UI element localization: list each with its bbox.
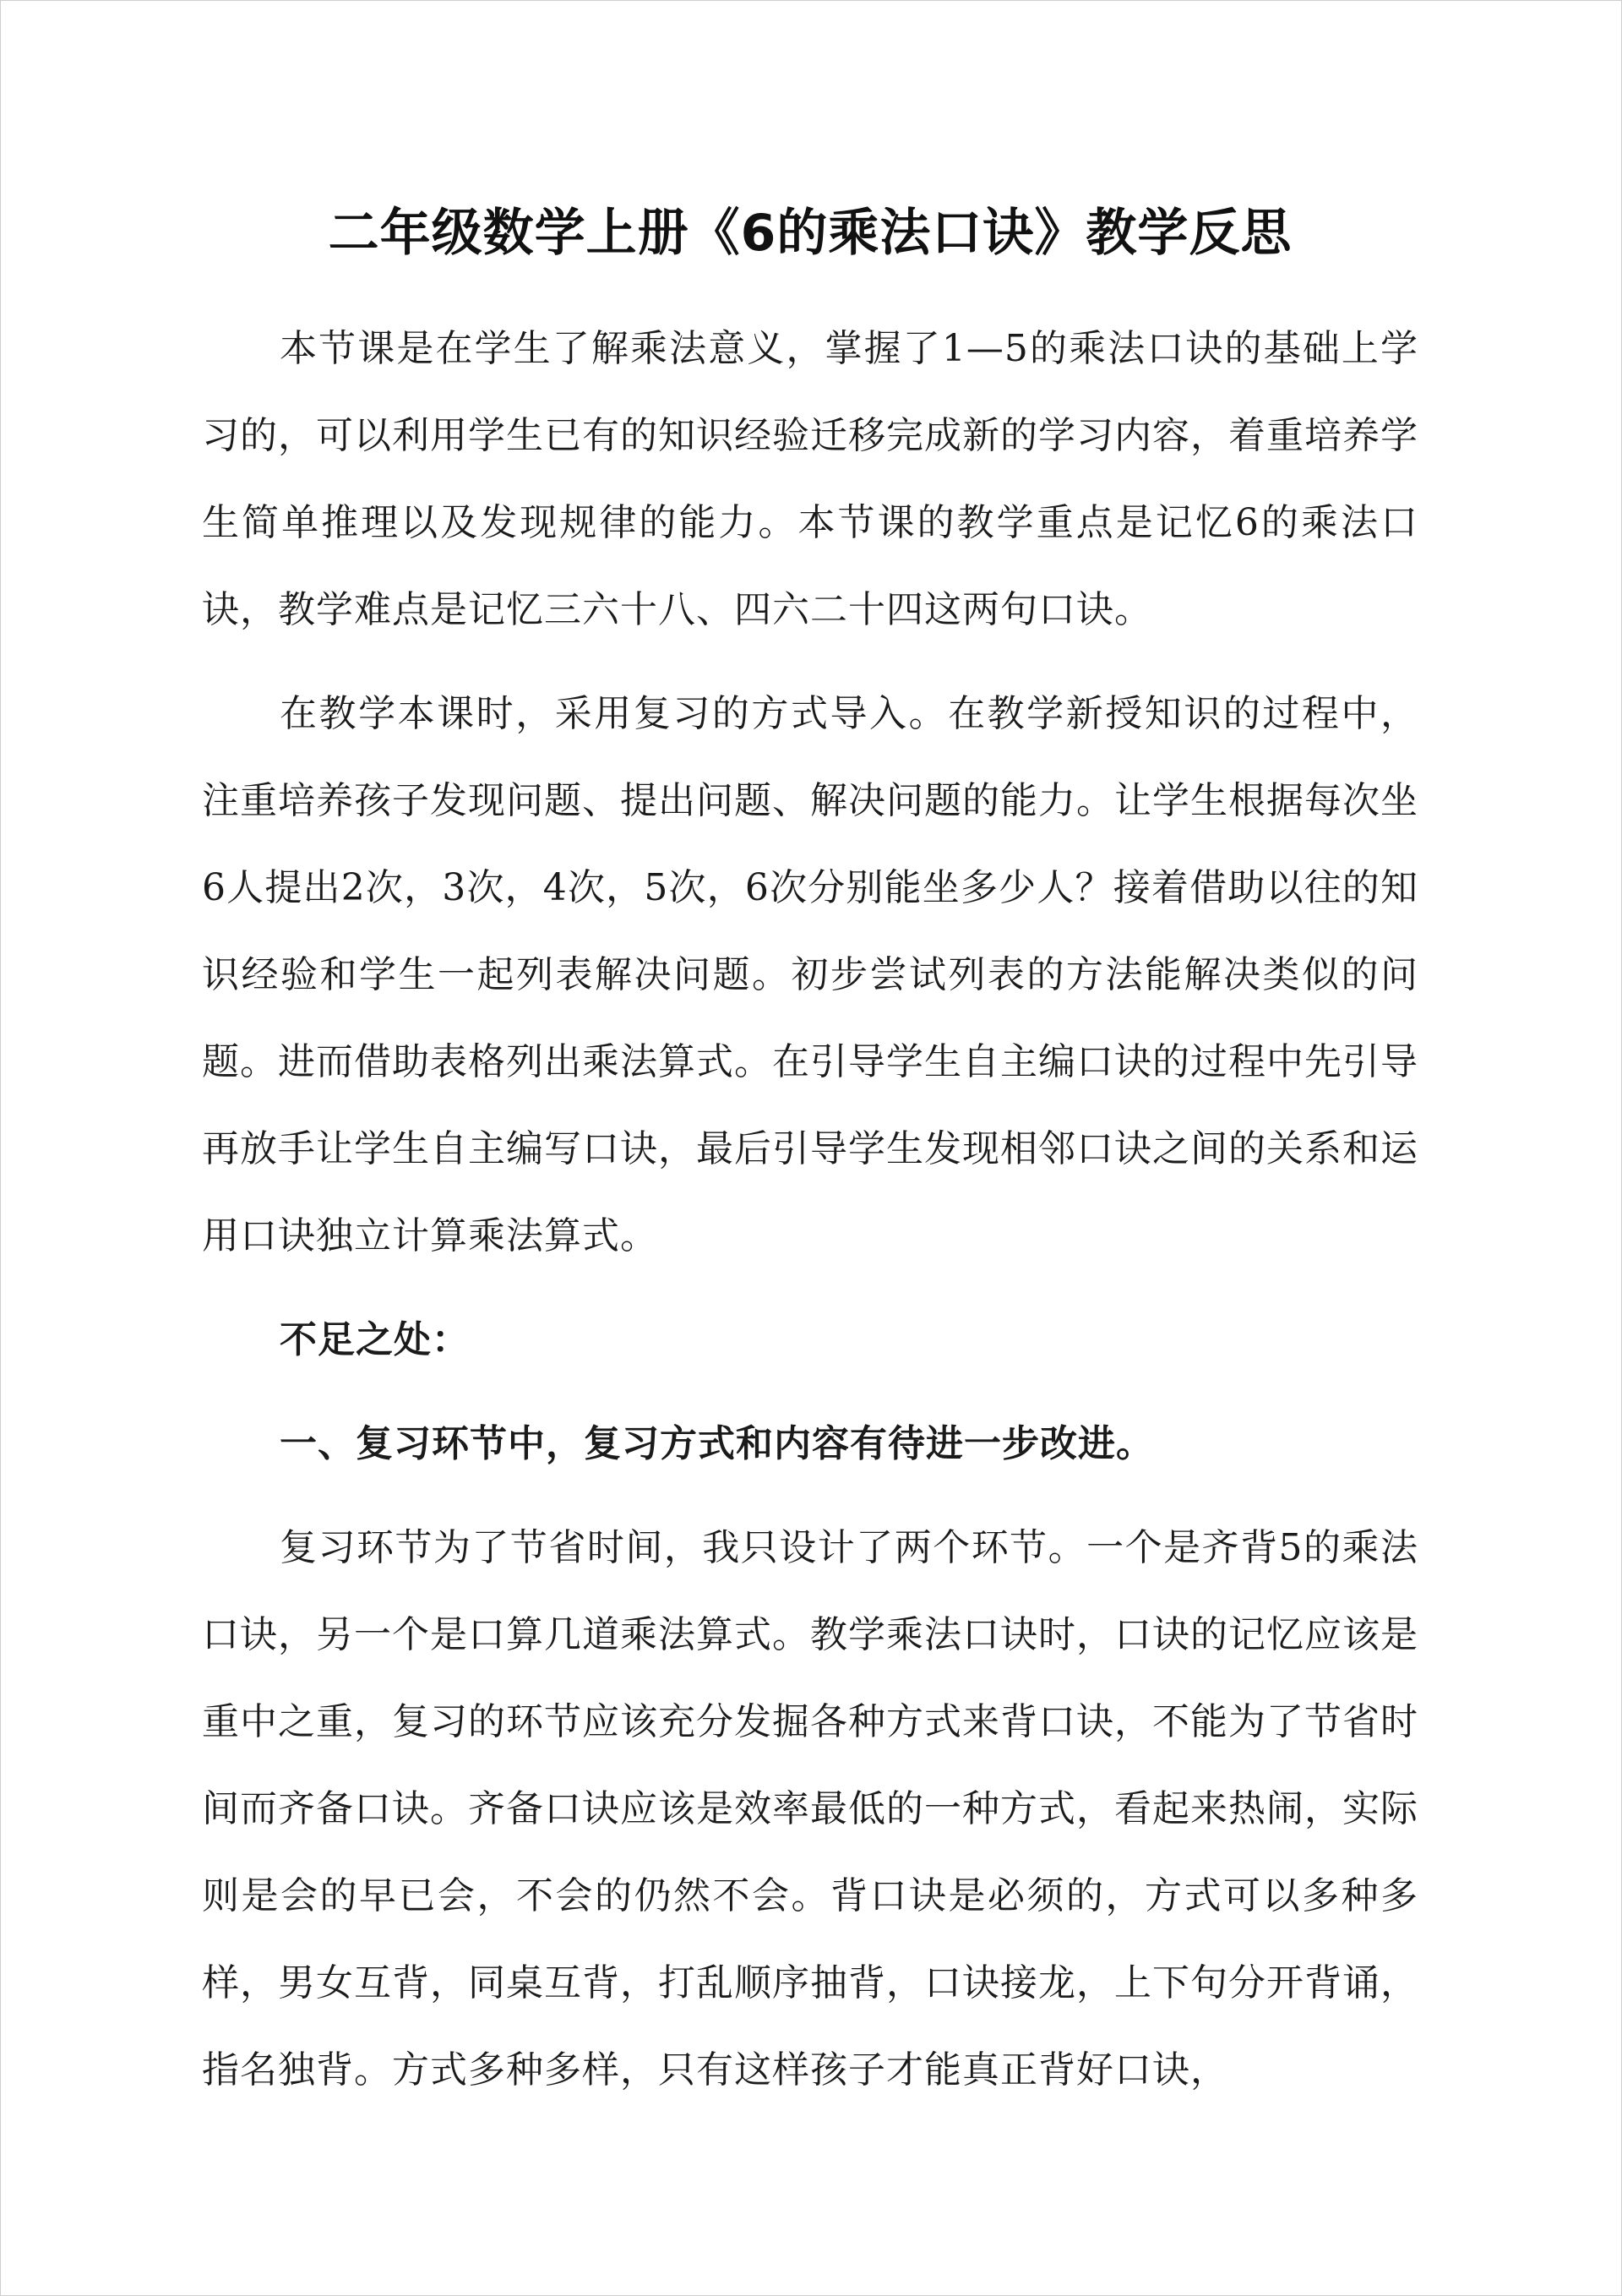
heading-review-section: 一、复习环节中，复习方式和内容有待进一步改进。 [280,1422,1154,1465]
heading-shortcomings: 不足之处： [280,1318,470,1361]
paragraph-review-details: 复习环节为了节省时间，我只设计了两个环节。一个是齐背5的乘法口诀，另一个是口算几道乘法算式。教学乘法口诀时，口诀的记忆应该是重中之重，复习的环节应该充分发掘各种方式来背口诀，不能为了节省时间而齐备口诀。齐备口诀应该是效率最低的一种方式，看起来热闹，实际则是会的早已会，不会的仍然不会。背口诀是必须的，方式可以多种多样，男女互背，同桌互背，打乱顺序抽背，口诀接龙，上下句分开背诵，指名独背。方式多种多样，只有这样孩子才能真正背好口诀， [202,1526,1418,2091]
paragraph-teaching-process: 在教学本课时，采用复习的方式导入。在教学新授知识的过程中，注重培养孩子发现问题、提出问题、解决问题的能力。让学生根据每次坐6人提出2次，3次，4次，5次，6次分别能坐多少人？接着借助以往的知识经验和学生一起列表解决问题。初步尝试列表的方法能解决类似的问题。进而借助表格列出乘法算式。在引导学生自主编口诀的过程中先引导再放手让学生自主编写口诀，最后引导学生发现相邻口诀之间的关系和运用口诀独立计算乘法算式。 [202,692,1418,1257]
document-title: 二年级数学上册《6的乘法口诀》教学反思 [328,204,1293,263]
paragraph-intro: 本节课是在学生了解乘法意义，掌握了1—5的乘法口诀的基础上学习的，可以利用学生已有的知识经验迁移完成新的学习内容，着重培养学生简单推理以及发现规律的能力。本节课的教学重点是记忆6的乘法口诀，教学难点是记忆三六十八、四六二十四这两句口诀。 [202,327,1418,631]
document-body [202,195,1418,2113]
